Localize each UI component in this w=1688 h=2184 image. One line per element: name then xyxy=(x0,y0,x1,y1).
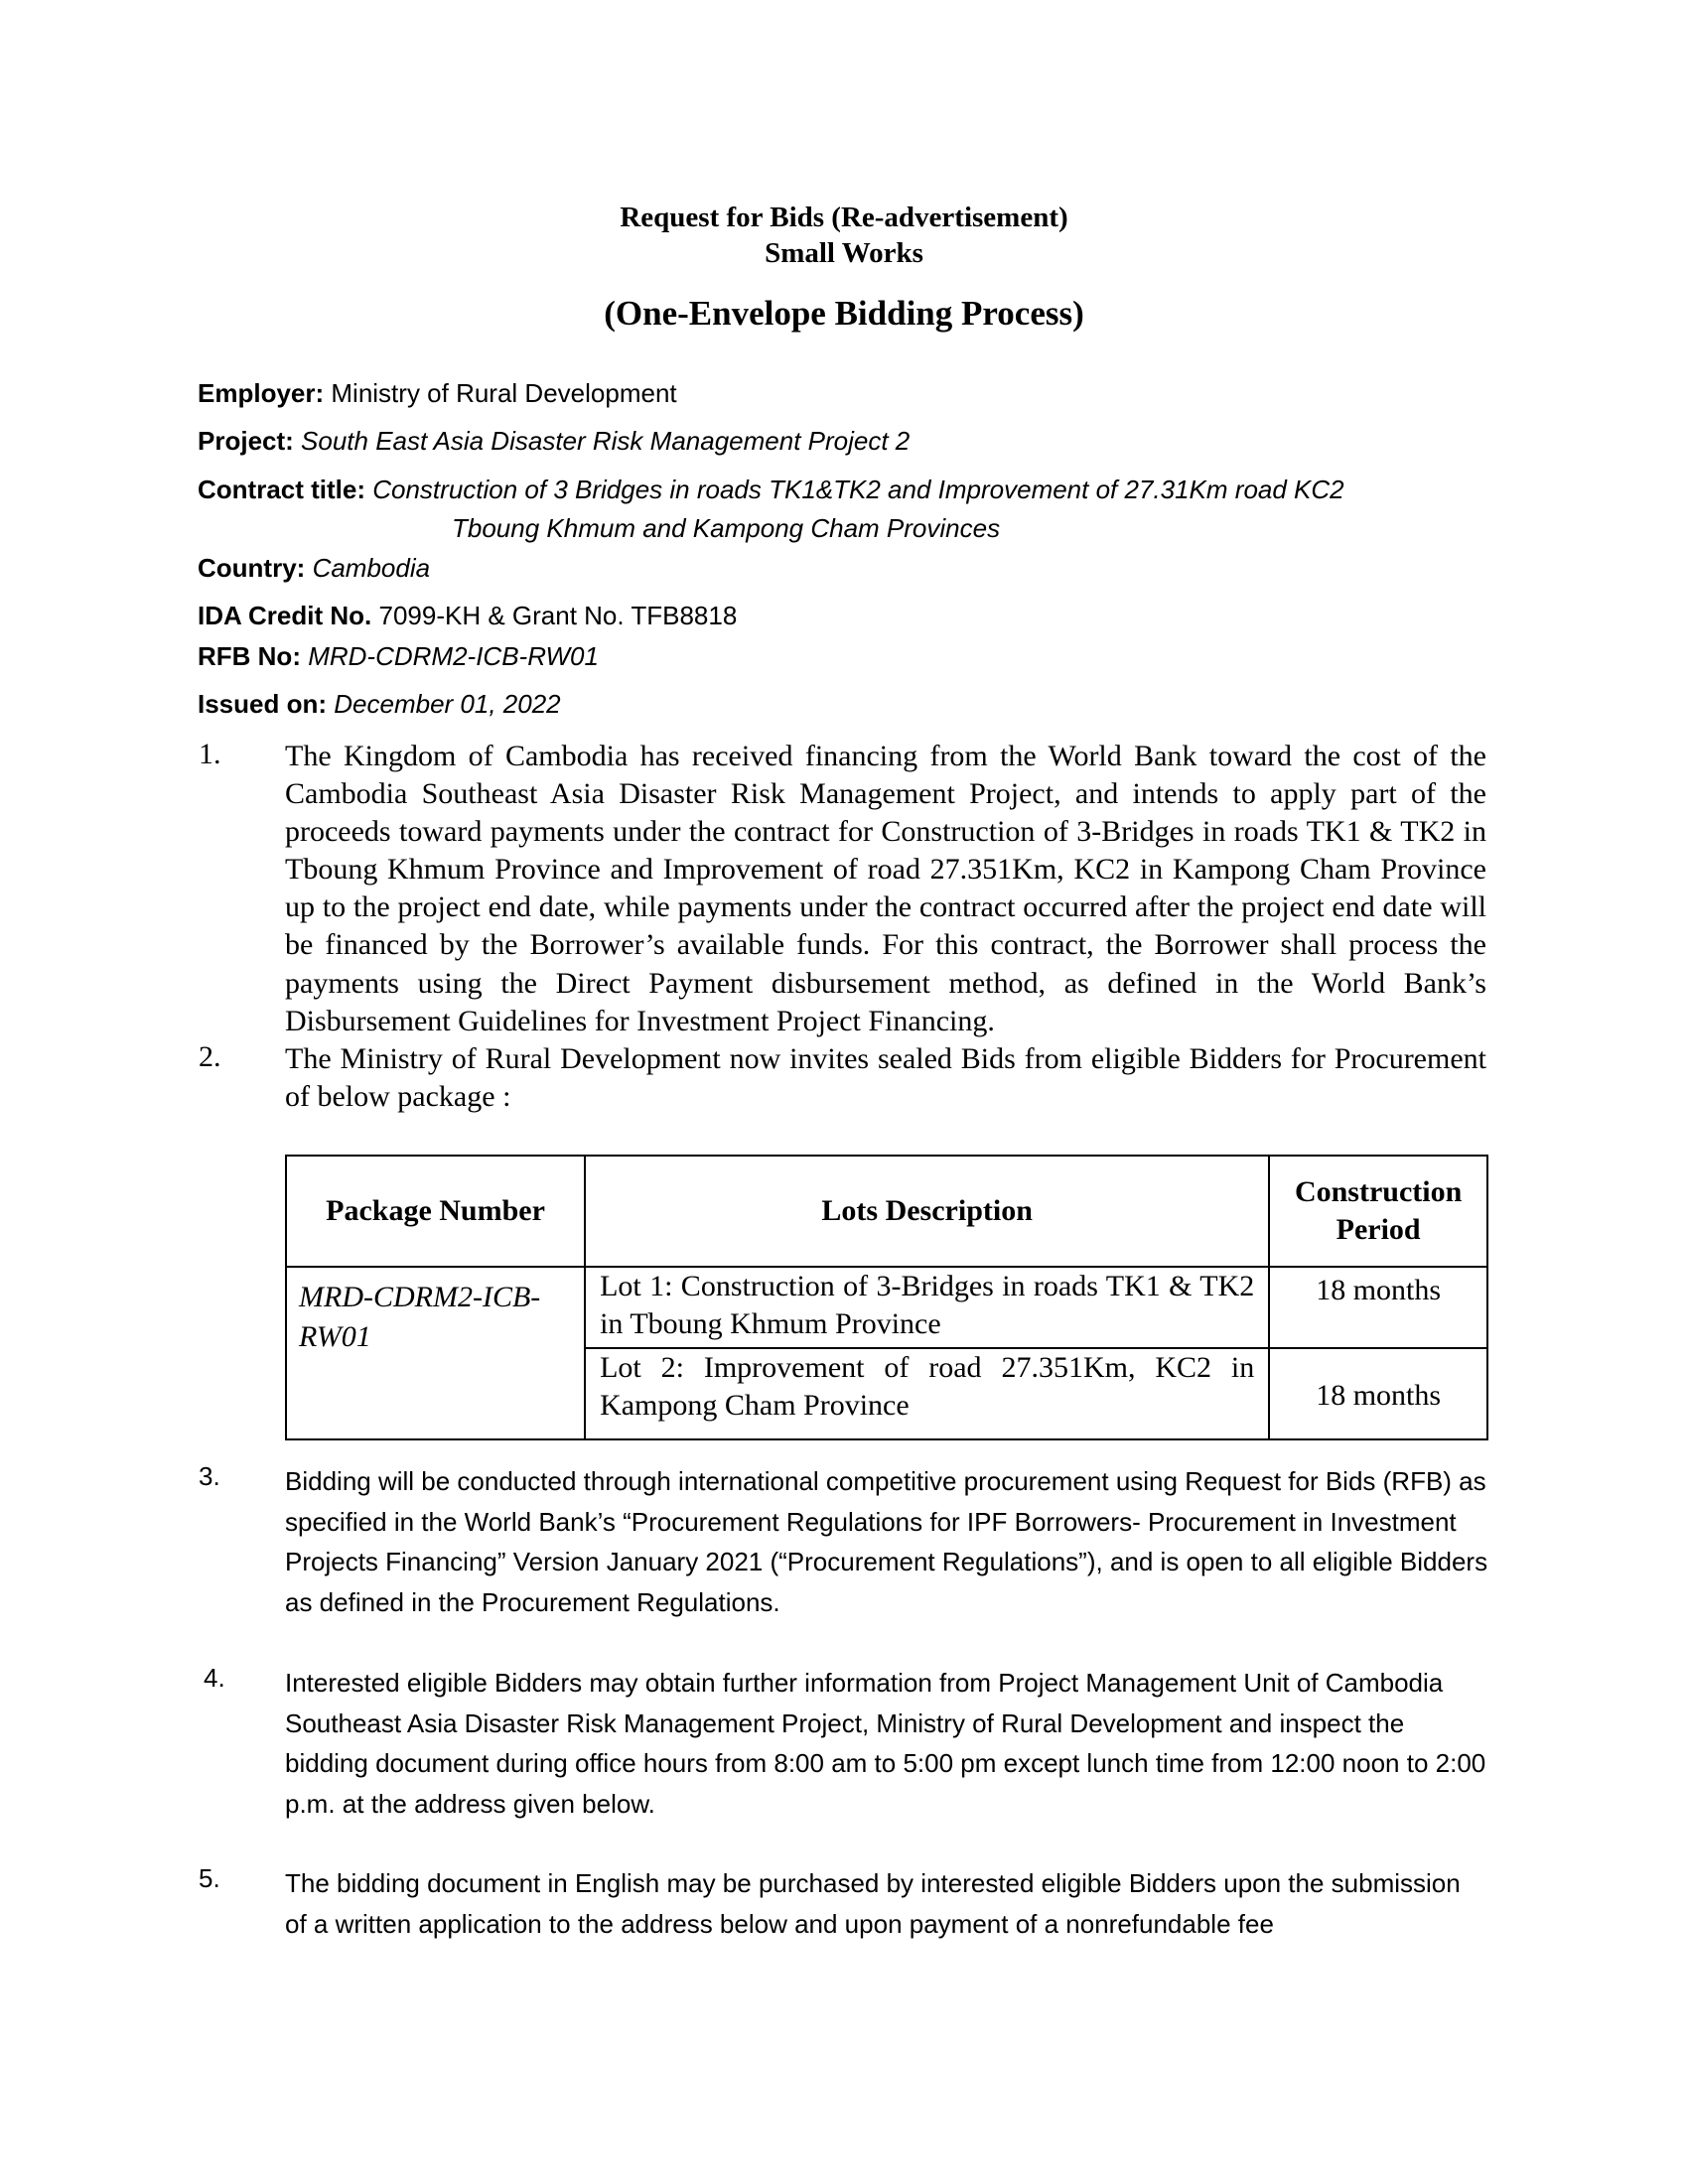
paragraph-2: The Ministry of Rural Development now invites sealed Bids from eligible Bidders for Procurement of below package : xyxy=(285,1042,1486,1114)
table-row xyxy=(286,1267,1487,1348)
paragraph-5: The bidding document in English may be purchased by interested eligible Bidders upon the submission of a written application to the address below and upon payment of a nonrefundable fee xyxy=(285,1868,1461,1939)
package-table xyxy=(285,1155,1488,1440)
employer-value: Ministry of Rural Development xyxy=(331,378,677,408)
title-line-1: Request for Bids (Re-advertisement) xyxy=(620,202,1068,233)
project-label: Project: xyxy=(198,426,294,456)
issued-label: Issued on: xyxy=(198,689,328,719)
contract-label: Contract title: xyxy=(198,475,365,504)
employer-label: Employer: xyxy=(198,378,325,408)
lot-1-description: Lot 1: Construction of 3-Bridges in roads TK1 & TK2 in Tboung Khmum Province xyxy=(585,1267,1269,1348)
employer-line xyxy=(198,378,677,409)
credit-value: 7099-KH & Grant No. TFB8818 xyxy=(378,601,738,630)
credit-label: IDA Credit No. xyxy=(198,601,372,630)
project-value: South East Asia Disaster Risk Management Project 2 xyxy=(301,426,911,456)
table-header-row xyxy=(286,1156,1487,1267)
title-line-3: (One-Envelope Bidding Process) xyxy=(604,294,1084,333)
table-header-package: Package Number xyxy=(286,1156,585,1267)
paragraph-2-number: 2. xyxy=(199,1040,221,1073)
rfb-label: RFB No: xyxy=(198,641,301,671)
project-line xyxy=(198,426,910,457)
country-value: Cambodia xyxy=(312,553,431,583)
contract-value: Construction of 3 Bridges in roads TK1&TK2 and Improvement of 27.31Km road KC2 xyxy=(372,475,1344,504)
paragraph-5-number: 5. xyxy=(199,1863,220,1893)
country-line xyxy=(198,553,430,584)
paragraph-1-number: 1. xyxy=(199,738,221,770)
credit-line xyxy=(198,601,737,631)
country-label: Country: xyxy=(198,553,306,583)
table-header-period: Construction Period xyxy=(1269,1156,1487,1267)
package-number-cell: MRD-CDRM2-ICB-RW01 xyxy=(286,1267,585,1439)
paragraph-4-number: 4. xyxy=(204,1663,225,1693)
lot-1-period: 18 months xyxy=(1269,1267,1487,1348)
rfb-value: MRD-CDRM2-ICB-RW01 xyxy=(308,641,599,671)
issued-line xyxy=(198,689,561,720)
paragraph-4: Interested eligible Bidders may obtain further information from Project Management Unit of Cambodia Southeast Asia Disaster Risk Management Project, Ministry of Rural Development and inspect the bidding document during office hours from 8:00 am to 5:00 pm except lunch time from 12:00 noon to 2:00 p.m. at the address given below. xyxy=(285,1668,1486,1819)
paragraph-3-number: 3. xyxy=(199,1461,220,1491)
table-header-lots: Lots Description xyxy=(585,1156,1269,1267)
rfb-line xyxy=(198,641,599,672)
paragraph-3: Bidding will be conducted through international competitive procurement using Request for Bids (RFB) as specified in the World Bank’s “Procurement Regulations for IPF Borrowers- Procurement in Investment Projects Financing” Version January 2021 (“Procurement Regulations”), and is open to all eligible Bidders as defined in the Procurement Regulations. xyxy=(285,1466,1488,1617)
lot-2-description: Lot 2: Improvement of road 27.351Km, KC2 in Kampong Cham Province xyxy=(585,1348,1269,1439)
paragraph-1: The Kingdom of Cambodia has received financing from the World Bank toward the cost of the Cambodia Southeast Asia Disaster Risk Management Project, and intends to apply part of the proceeds toward payments under the contract for Construction of 3-Bridges in roads TK1 & TK2 in Tboung Khmum Province and Improvement of road 27.351Km, KC2 in Kampong Cham Province up to the project end date, while payments under the contract occurred after the project end date will be financed by the Borrower’s available funds. For this contract, the Borrower shall process the payments using the Direct Payment disbursement method, as defined in the World Bank’s Disbursement Guidelines for Investment Project Financing. xyxy=(285,740,1486,1037)
title-line-2: Small Works xyxy=(765,237,923,269)
contract-line xyxy=(198,475,1344,505)
contract-value-cont: Tboung Khmum and Kampong Cham Provinces xyxy=(452,513,1001,543)
lot-2-period: 18 months xyxy=(1269,1348,1487,1439)
issued-value: December 01, 2022 xyxy=(334,689,561,719)
